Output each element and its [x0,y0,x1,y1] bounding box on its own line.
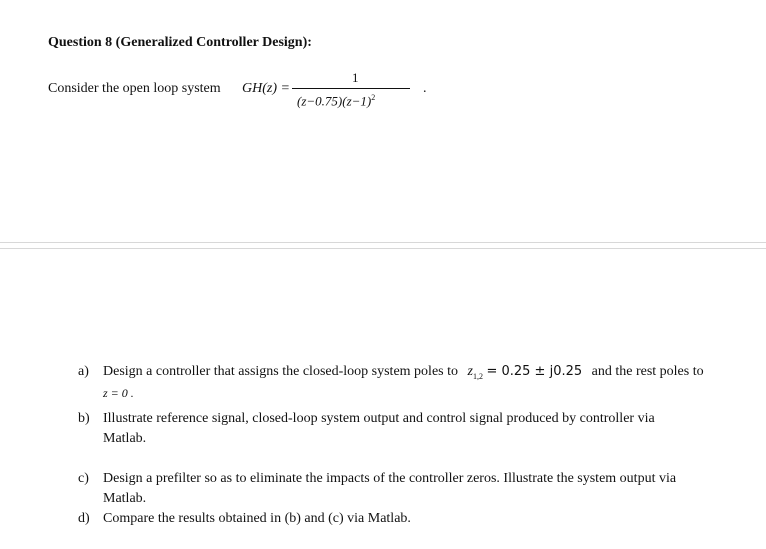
part-a-line1 [103,362,704,386]
pole-variable [468,364,483,379]
tf-lhs: GH(z) = [242,81,290,96]
pole-subscript: 1,2 [472,371,483,381]
page-divider [0,248,766,249]
tf-period: . [423,81,427,96]
system-statement [48,81,221,97]
part-c-line1: Design a prefilter so as to eliminate the impacts of the controller zeros. Illustrate the system output via [103,471,677,486]
tf-numerator: 1 [352,70,359,85]
page-divider [0,242,766,243]
part-a-line2: z = 0 . [103,386,134,400]
part-b-label: b) [78,411,90,426]
part-c-label: c) [78,471,89,486]
pole-value: = 0.25 ± j0.25 [486,364,583,379]
part-a-text-before: Design a controller that assigns the closed-loop system poles to [103,364,458,379]
question-title: Question 8 (Generalized Controller Design): [48,35,312,50]
part-a-label: a) [78,364,89,379]
fraction-bar [292,88,410,89]
tf-denominator-factors: (z−0.75)(z−1) [297,93,372,109]
pole-var: z [467,364,473,379]
part-c-line2: Matlab. [103,491,147,506]
part-d-line1: Compare the results obtained in (b) and (c) via Matlab. [103,511,411,526]
part-a-text-after: and the rest poles to [591,364,704,379]
part-d-label: d) [78,511,90,526]
part-b-line1: Illustrate reference signal, closed-loop system output and control signal produced by controller via [103,411,655,426]
tf-denominator-exponent: 2 [371,93,376,102]
intro-text: Consider the open loop system [48,81,221,96]
tf-denominator [297,93,375,109]
part-b-line2: Matlab. [103,431,147,446]
